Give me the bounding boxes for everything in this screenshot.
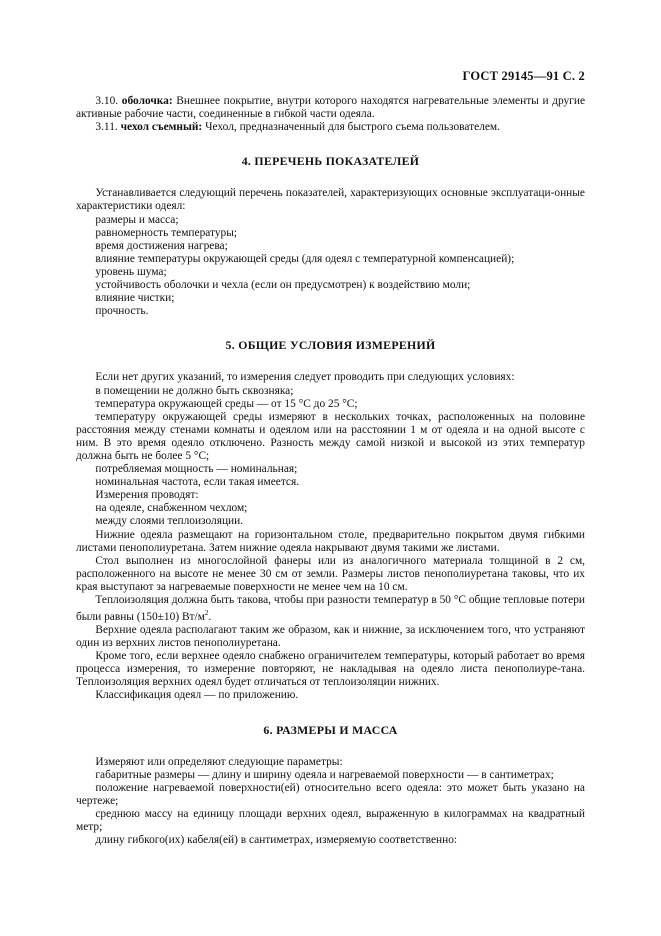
document-body	[76, 95, 585, 847]
clause-3-11	[76, 121, 585, 134]
section-4-title: 4. ПЕРЕЧЕНЬ ПОКАЗАТЕЛЕЙ	[241, 154, 420, 169]
list-item: размеры и масса;	[95, 213, 179, 226]
clause-number: 3.11.	[95, 121, 118, 134]
paragraph: между слоями теплоизоляции.	[95, 515, 244, 528]
superscript: 2	[204, 609, 209, 618]
list-item: время достижения нагрева;	[95, 239, 228, 252]
clause-text: Внешнее покрытие, внутри которого находятся нагревательные элементы и другие активные рабочие части, соединенные в гибкой части одеяла.	[76, 95, 586, 121]
page-header: ГОСТ 29145—91 С. 2	[462, 69, 585, 83]
paragraph: Стол выполнен из многослойной фанеры или из аналогичного материала толщиной в 2 см, расположенного на высоте не менее 30 см от земли. Размеры листов пенополиуретана таковы, что их края выступают за нагреваемые поверхности не менее чем на 10 см.	[76, 554, 585, 593]
paragraph-text: Теплоизоляция должна быть такова, чтобы при разности температур в 50 °С общие тепловые потери были равны (150±10) Вт/м	[76, 594, 586, 623]
section-4-list	[76, 214, 585, 319]
list-item: прочность.	[95, 305, 149, 318]
paragraph: Если нет других указаний, то измерения следует проводить при следующих условиях:	[95, 371, 515, 384]
clause-number: 3.10.	[95, 95, 119, 107]
section-5-title: 5. ОБЩИЕ УСЛОВИЯ ИЗМЕРЕНИЙ	[225, 338, 436, 353]
list-item: равномерность температуры;	[95, 226, 238, 239]
clause-text: Чехол, предназначенный для быстрого съема пользователем.	[205, 121, 500, 134]
paragraph: в помещении не должно быть сквозняка;	[95, 384, 294, 397]
paragraph: на одеяле, снабженном чехлом;	[95, 502, 248, 515]
paragraph: Измеряют или определяют следующие параметры:	[95, 755, 343, 768]
clause-term: оболочка:	[121, 95, 173, 107]
paragraph: габаритные размеры — длину и ширину одеяла и нагреваемой поверхности — в сантиметрах;	[95, 768, 554, 781]
list-item: устойчивость оболочки и чехла (если он предусмотрен) к воздействию моли;	[95, 279, 471, 292]
paragraph: среднюю массу на единицу площади верхних одеял, выраженную в килограммах на квадратный метр;	[76, 808, 585, 834]
paragraph: номинальная частота, если такая имеется.	[95, 476, 300, 489]
section-6-title: 6. РАЗМЕРЫ И МАССА	[263, 722, 398, 737]
clause-term: чехол съемный:	[120, 121, 203, 134]
list-item: уровень шума;	[95, 265, 167, 278]
paragraph-end: .	[208, 610, 212, 623]
paragraph: Нижние одеяла размещают на горизонтальном столе, предварительно покрытом двумя гибкими листами пенополиуретана. Затем нижние одеяла накрывают двумя такими же листами.	[76, 528, 585, 554]
paragraph: Измерения проводят:	[95, 489, 199, 502]
paragraph: температуру окружающей среды измеряют в нескольких точках, расположенных на половине расстояния между стенами комнаты и одеялом или на расстоянии 1 м от одеяла и на одной высоте с ним. В это время одеяло отключено. Разность между самой низкой и высокой из этих температур должна быть не более 5 °С;	[76, 410, 585, 462]
list-item: влияние чистки;	[95, 292, 175, 305]
paragraph	[76, 594, 585, 624]
paragraph: Верхние одеяла располагают таким же образом, как и нижние, за исключением того, что устраняют один из верхних листов пенополиуретана.	[76, 623, 585, 650]
paragraph: Классификация одеял — по приложению.	[95, 689, 299, 702]
clause-3-10	[76, 95, 585, 121]
paragraph: длину гибкого(их) кабеля(ей) в сантиметрах, измеряемую соответственно:	[95, 834, 458, 847]
section-4-intro: Устанавливается следующий перечень показателей, характеризующих основные эксплуатаци-онные характеристики одеял:	[76, 187, 585, 213]
list-item: влияние температуры окружающей среды (для одеял с температурной компенсацией);	[95, 252, 515, 265]
paragraph: положение нагреваемой поверхности(ей) относительно всего одеяла: это может быть указано на чертеже;	[76, 781, 585, 807]
paragraph: температура окружающей среды — от 15 °С до 25 °С;	[95, 397, 358, 410]
paragraph: потребляемая мощность — номинальная;	[95, 463, 298, 476]
paragraph: Кроме того, если верхнее одеяло снабжено ограничителем температуры, который работает во время процесса измерения, то измерение повторяют, не накладывая на одеяло листа пенополиуре-тана. Теплоизоляция верхних одеял будет отличаться от теплоизоляции нижних.	[76, 650, 585, 689]
